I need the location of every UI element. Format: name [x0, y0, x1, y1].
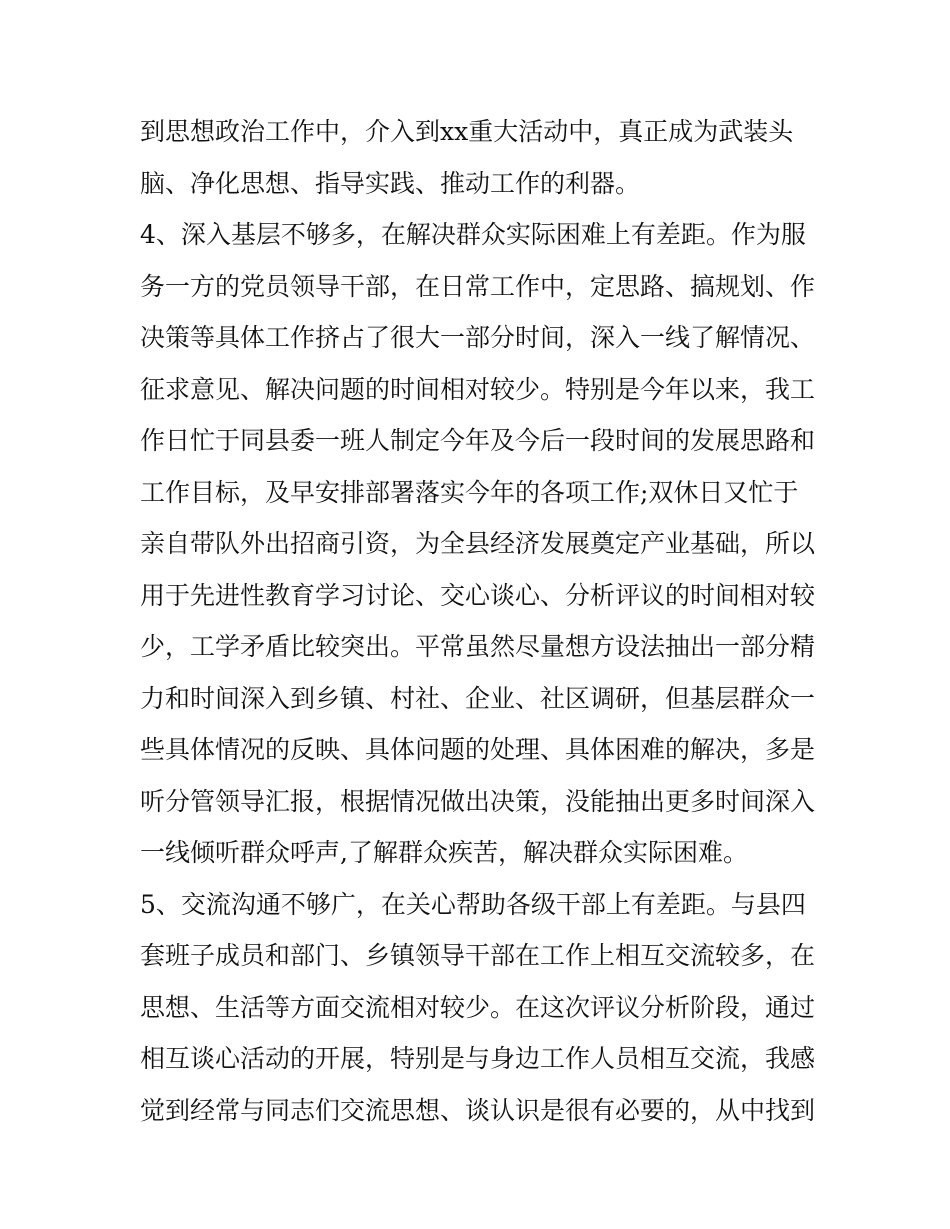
text-line: 少，工学矛盾比较突出。平常虽然尽量想方设法抽出一部分精 — [140, 632, 816, 661]
text-line: 觉到经常与同志们交流思想、谈认识是很有必要的，从中找到 — [140, 1095, 816, 1125]
text-line: 务一方的党员领导干部，在日常工作中，定思路、搞规划、作 — [140, 271, 816, 301]
text-line: 5、交流沟通不够广，在关心帮助各级干部上有差距。与县四 — [140, 889, 806, 919]
text-line: 些具体情况的反映、具体问题的处理、具体困难的解决，多是 — [140, 735, 816, 764]
text-line: 决策等具体工作挤占了很大一部分时间，深入一线了解情况、 — [140, 323, 816, 352]
text-line: 用于先进性教育学习讨论、交心谈心、分析评议的时间相对较 — [140, 580, 816, 610]
text-line: 作日忙于同县委一班人制定今年及今后一段时间的发展思路和 — [140, 426, 816, 455]
text-line: 脑、净化思想、指导实践、推动工作的利器。 — [140, 168, 641, 198]
text-line: 工作目标，及早安排部署落实今年的各项工作;双休日又忙于 — [140, 477, 799, 507]
text-line: 听分管领导汇报，根据情况做出决策，没能抽出更多时间深入 — [140, 786, 816, 816]
text-line: 套班子成员和部门、乡镇领导干部在工作上相互交流较多，在 — [140, 941, 816, 970]
text-line: 4、深入基层不够多，在解决群众实际困难上有差距。作为服 — [140, 220, 806, 249]
text-line: 力和时间深入到乡镇、村社、企业、社区调研，但基层群众一 — [140, 683, 816, 713]
text-line: 到思想政治工作中，介入到xx重大活动中，真正成为武装头 — [140, 117, 794, 146]
text-line: 亲自带队外出招商引资，为全县经济发展奠定产业基础，所以 — [140, 529, 816, 558]
text-line: 征求意见、解决问题的时间相对较少。特别是今年以来，我工 — [140, 374, 816, 404]
text-line: 一线倾听群众呼声,了解群众疾苦，解决群众实际困难。 — [140, 838, 748, 867]
text-line: 思想、生活等方面交流相对较少。在这次评议分析阶段，通过 — [140, 992, 816, 1022]
document-body — [140, 110, 830, 1140]
text-line: 相互谈心活动的开展，特别是与身边工作人员相互交流，我感 — [140, 1044, 816, 1073]
